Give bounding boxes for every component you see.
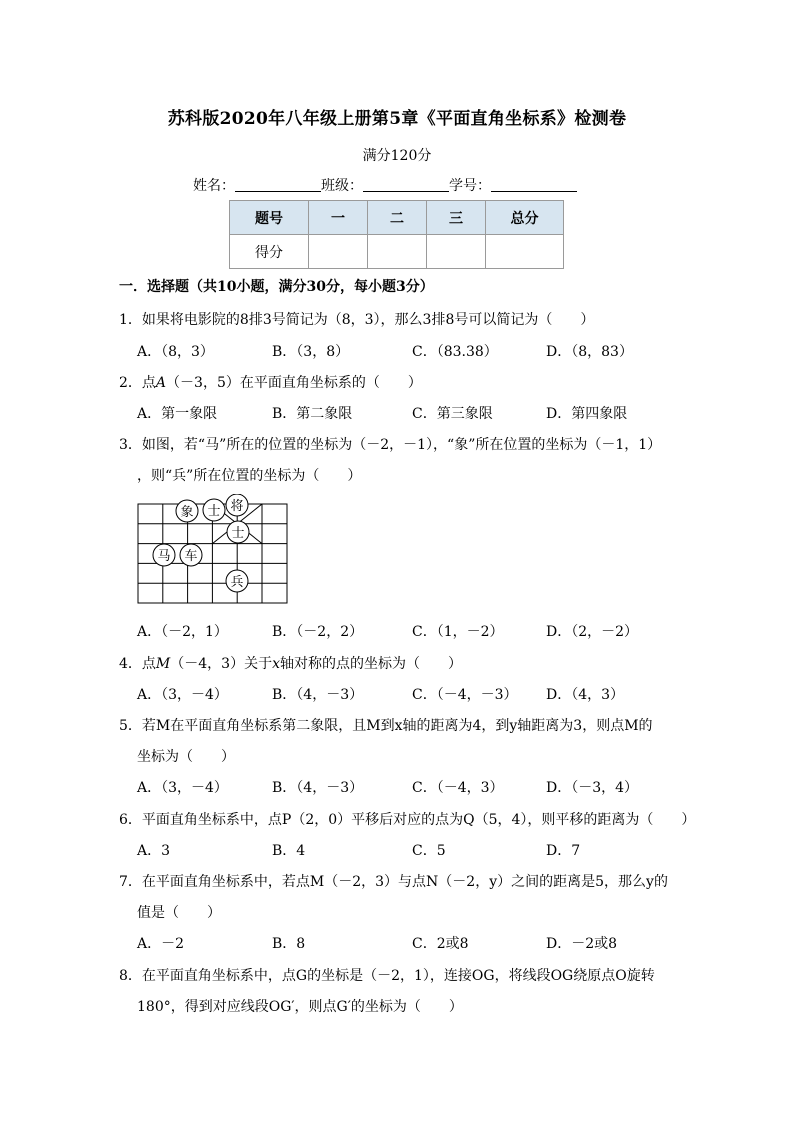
- option[interactable]: C．（1，－2）: [412, 624, 504, 640]
- option[interactable]: A．第一象限: [137, 406, 218, 422]
- option[interactable]: C．第三象限: [412, 406, 493, 422]
- option[interactable]: C．2或8: [412, 936, 469, 952]
- svg-text:车: 车: [184, 549, 198, 564]
- page-title: 苏科版2020年八年级上册第5章《平面直角坐标系》检测卷: [167, 109, 627, 129]
- score-header: 题号: [230, 201, 309, 235]
- score-cell[interactable]: [309, 235, 368, 269]
- svg-text:马: 马: [157, 549, 171, 564]
- piece-soldier: [226, 570, 248, 592]
- question-3-cont: ，则“兵”所在位置的坐标为（ ）: [137, 468, 362, 484]
- section-heading: 一．选择题（共10小题，满分30分，每小题3分）: [119, 279, 434, 295]
- score-header: 总分: [486, 201, 564, 235]
- option[interactable]: D．（－3，4）: [546, 780, 639, 796]
- option[interactable]: B．（4，－3）: [272, 687, 364, 703]
- option[interactable]: B．第二象限: [272, 406, 353, 422]
- piece-advisor: [227, 521, 249, 543]
- name-blank[interactable]: [235, 177, 321, 192]
- score-cell[interactable]: [368, 235, 427, 269]
- svg-text:将: 将: [230, 499, 244, 514]
- option[interactable]: D．（2，－2）: [546, 624, 639, 640]
- name-label: 姓名：: [193, 178, 235, 194]
- option[interactable]: C．（－4，－3）: [412, 687, 518, 703]
- question-1: 1．如果将电影院的8排3号简记为（8，3），那么3排8号可以简记为（ ）: [119, 312, 595, 328]
- svg-text:士: 士: [231, 526, 245, 541]
- option[interactable]: D．（4，3）: [546, 687, 625, 703]
- option[interactable]: A．3: [137, 843, 171, 859]
- option[interactable]: D．（8，83）: [546, 344, 633, 360]
- question-4: 4．点M（－4，3）关于x轴对称的点的坐标为（ ）: [119, 656, 462, 672]
- piece-horse: [153, 544, 175, 566]
- option[interactable]: A．（3，－4）: [137, 687, 228, 703]
- option[interactable]: B．（－2，2）: [272, 624, 364, 640]
- piece-general: [226, 494, 248, 516]
- score-row-label: 得分: [230, 235, 309, 269]
- student-info: [193, 175, 577, 195]
- id-blank[interactable]: [491, 177, 577, 192]
- question-5-cont: 坐标为（ ）: [137, 749, 235, 765]
- score-header: 二: [368, 201, 427, 235]
- option[interactable]: B．（4，－3）: [272, 780, 364, 796]
- option[interactable]: C．5: [412, 843, 446, 859]
- chess-board-figure: [130, 494, 290, 606]
- option[interactable]: B．4: [272, 843, 306, 859]
- option[interactable]: B．8: [272, 936, 306, 952]
- option[interactable]: A．（－2，1）: [137, 624, 228, 640]
- question-7-cont: 值是（ ）: [137, 905, 221, 921]
- option[interactable]: D．－2或8: [546, 936, 618, 952]
- score-header: 三: [427, 201, 486, 235]
- question-8-cont: 180°，得到对应线段OG′，则点G′的坐标为（ ）: [137, 999, 463, 1015]
- score-table: [229, 200, 564, 269]
- question-2: 2．点A（－3，5）在平面直角坐标系的（ ）: [119, 375, 422, 391]
- piece-elephant: [176, 500, 198, 522]
- full-score: 满分120分: [362, 148, 432, 164]
- question-6: 6．平面直角坐标系中，点P（2，0）平移后对应的点为Q（5，4），则平移的距离为（ ）: [119, 812, 696, 828]
- option[interactable]: D．第四象限: [546, 406, 628, 422]
- svg-text:兵: 兵: [230, 575, 244, 590]
- class-blank[interactable]: [363, 177, 449, 192]
- svg-text:象: 象: [180, 505, 194, 520]
- option[interactable]: A．－2: [137, 936, 185, 952]
- piece-advisor: [203, 499, 225, 521]
- question-8: 8．在平面直角坐标系中，点G的坐标是（－2，1），连接OG，将线段OG绕原点O旋转: [119, 968, 655, 984]
- question-5: 5．若M在平面直角坐标系第二象限，且M到x轴的距离为4，到y轴距离为3，则点M的: [119, 718, 653, 734]
- question-3: 3．如图，若“马”所在的位置的坐标为（－2，－1），“象”所在位置的坐标为（－1，1）: [119, 437, 662, 453]
- svg-text:士: 士: [207, 504, 221, 519]
- option[interactable]: C．（83.38）: [412, 344, 498, 360]
- option[interactable]: D．7: [546, 843, 581, 859]
- option[interactable]: A．（8，3）: [137, 344, 214, 360]
- option[interactable]: C．（－4，3）: [412, 780, 504, 796]
- option[interactable]: B．（3，8）: [272, 344, 350, 360]
- score-cell[interactable]: [427, 235, 486, 269]
- id-label: 学号：: [449, 178, 491, 194]
- piece-chariot: [180, 544, 202, 566]
- score-cell[interactable]: [486, 235, 564, 269]
- question-7: 7．在平面直角坐标系中，若点M（－2，3）与点N（－2，y）之间的距离是5，那么y的: [119, 874, 668, 890]
- class-label: 班级：: [321, 178, 363, 194]
- option[interactable]: A．（3，－4）: [137, 780, 228, 796]
- score-header: 一: [309, 201, 368, 235]
